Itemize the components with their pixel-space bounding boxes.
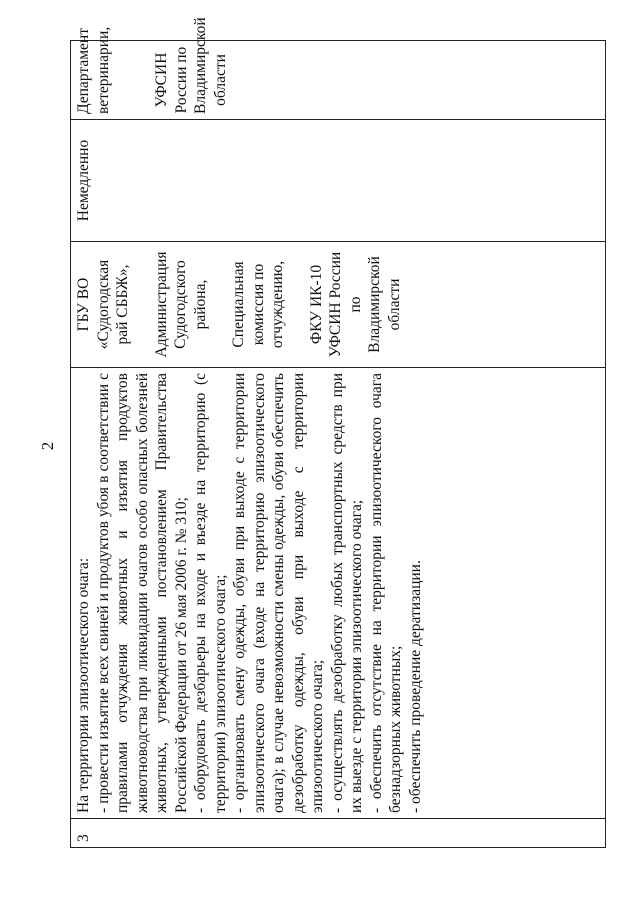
row-number-cell [71, 819, 606, 848]
term-text: Немедленно [75, 139, 92, 222]
responsible-cell [71, 242, 606, 368]
measures-table [70, 17, 606, 848]
term-cell [71, 120, 606, 242]
measure-item: - обеспечить проведение дератизации. [406, 560, 424, 813]
measure-item: - обеспечить отсутствие на территории эпизоотического очага безнадзорных животных; [367, 373, 404, 813]
responsible-item: Администрация Судогодского района, [152, 251, 209, 358]
measure-item: - организовать смену одежды, обуви при выходе с территории эпизоотического очага (входе на территорию эпизоотического очага); в случае невозможности смены одежды, обуви обеспечить дезобработку одежды, обуви при выходе с территории эпизоотического очага; [231, 373, 326, 813]
measure-item: - оборудовать дезбарьеры на входе и въезде на территорию (с территории) эпизоотического очага; [192, 373, 229, 813]
responsible-item: ФКУ ИК-10 УФСИН России по Владимирской области [307, 251, 403, 358]
measure-item: На территории эпизоотического очага: [75, 557, 92, 813]
measure-item: - провести изъятие всех свиней и продуктов убоя в соответствии с правилами отчуждения животных и изъятия продуктов животноводства при ликвидации очагов особо опасных болезней животных, утвержденными постановлением Правительства Российской Федерации от 26 мая 2006 г. № 310; [94, 373, 190, 813]
responsible-item: Специальная комиссия по отчуждению, [230, 260, 286, 349]
row-number: 3 [75, 834, 92, 842]
page-number: 2 [38, 441, 57, 451]
measures-cell [71, 368, 606, 819]
department-cell [71, 17, 606, 120]
table-row [71, 41, 606, 848]
responsible-item: ГБУ ВО «Судогодская рай СББЖ», [75, 259, 131, 350]
department-item: Департамент ветеринарии, [75, 26, 112, 114]
department-item: УФСИН России по Владимирской области [153, 17, 229, 114]
measure-item: - осуществлять дезобработку любых транспортных средств при их выезде с территории эпизоотического очага; [328, 373, 365, 813]
measures-table-rotated [70, 17, 606, 848]
